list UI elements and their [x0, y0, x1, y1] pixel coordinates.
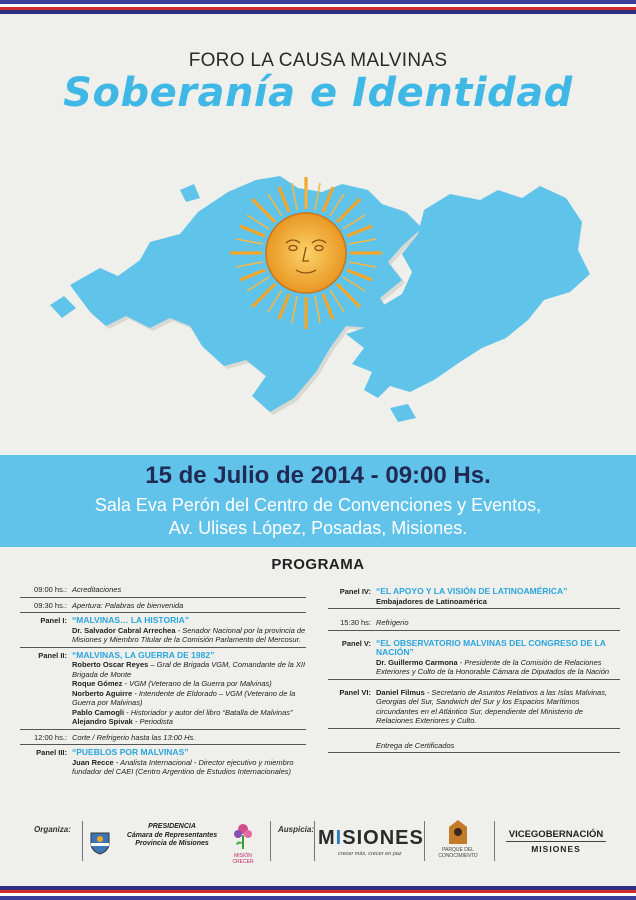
speaker-description: - Senador Nacional por la provincia de Misiones y Miembro Titular de la Comisión Parlamento del Mercosur. [72, 625, 306, 644]
panel-row [328, 584, 620, 609]
misiones-logo [318, 827, 424, 850]
panel-row [20, 745, 306, 779]
panel-title: “EL OBSERVATORIO MALVINAS DEL CONGRESO DE LA NACIÓN” [376, 637, 606, 657]
speaker-description: – Gral de Brigada VGM, Comandante de la XII Brigada de Monte [72, 660, 306, 679]
panel-label: Panel V: [341, 638, 371, 648]
program-right-column [328, 584, 620, 753]
speaker-name: Daniel Filmus [376, 687, 425, 697]
time-label: 15:30 hs: [340, 618, 371, 627]
event-venue-line1: Sala Eva Perón del Centro de Convenciones y Eventos, [94, 495, 542, 515]
panel-row [328, 631, 620, 680]
presidencia-logo [112, 823, 232, 849]
speaker-description: - Intendente de Eldorado – VGM (Veterano de la Guerra por Malvinas) [72, 688, 296, 707]
sun-of-may-icon [230, 177, 382, 329]
speaker-name: Embajadores de Latinoamérica [376, 596, 487, 606]
panel-title: “MALVINAS, LA GUERRA DE 1982” [72, 649, 215, 660]
speaker-name: Roberto Oscar Reyes [72, 660, 149, 669]
speaker-description: - VGM (Veterano de la Guerra por Malvinas) [122, 679, 272, 688]
time-label: 09:30 hs.: [34, 600, 67, 610]
divider [314, 821, 315, 861]
speaker-description: - Periodista [132, 717, 173, 726]
panel-label: Panel III: [36, 748, 67, 757]
parque-conocimiento-logo [430, 819, 486, 859]
time-label: 09:00 hs.: [34, 585, 67, 594]
schedule-row [328, 729, 620, 754]
forum-title: Soberanía e Identidad [63, 70, 573, 116]
provincia-text: Provincia de Misiones [135, 840, 209, 847]
panel-row [328, 680, 620, 729]
divider [424, 821, 425, 861]
divider [82, 821, 83, 861]
speaker-name: Pablo Camogli [72, 707, 125, 717]
speaker-description: - Presidente de la Comisión de Relaciones Exteriores y Culto de la Honorable Cámara de Diputados de la Nación [376, 657, 610, 676]
panel-row [20, 613, 306, 648]
activity-text: Refrigerio [376, 618, 409, 627]
schedule-row [20, 730, 306, 746]
vice-subtitle: MISIONES [531, 844, 581, 854]
misiones-tagline: crecer más, crecer en paz [338, 851, 402, 857]
panel-row [20, 648, 306, 730]
program-left-column [20, 582, 306, 779]
presidencia-text: PRESIDENCIA [148, 823, 196, 830]
misiones-letter: M [318, 827, 336, 849]
organiza-label: Organiza: [34, 825, 71, 834]
vice-title: VICEGOBERNACIÓN [506, 829, 606, 842]
activity-text: Acreditaciones [72, 585, 122, 594]
speaker-description: - Analista Internacional - Director ejecutivo y miembro fundador del CAEI (Centro Argentino de Estudios Internacionales) [72, 757, 294, 776]
camara-text: Cámara de Representantes [126, 831, 218, 839]
activity-text: Corte / Refrigerio hasta las 13:00 Hs. [72, 732, 196, 742]
event-venue-line2: Av. Ulises López, Posadas, Misiones. [168, 518, 468, 538]
schedule-row [20, 582, 306, 598]
panel-title: “PUEBLOS POR MALVINAS” [72, 747, 189, 757]
speaker-description: - Historiador y autor del libro “Batalla de Malvinas” [124, 707, 293, 717]
event-date: 15 de Julio de 2014 - 09:00 Hs. [145, 462, 491, 489]
speaker-name: Norberto Aguirre [72, 688, 133, 698]
panel-label: Panel IV: [339, 587, 371, 596]
divider [270, 821, 271, 861]
panel-title: “EL APOYO Y LA VISIÓN DE LATINOAMÉRICA” [376, 586, 568, 596]
flower-icon [232, 821, 254, 851]
misiones-letter: I [335, 827, 343, 849]
flag-stripe-bottom [0, 886, 636, 900]
parque-text: PARQUE DEL CONOCIMIENTO [438, 847, 478, 859]
panel-label: Panel I: [40, 616, 67, 625]
flag-stripe-top [0, 0, 636, 14]
forum-pretitle: FORO LA CAUSA MALVINAS [188, 50, 448, 71]
footer-logos [0, 815, 636, 875]
parque-icon [448, 819, 468, 845]
west-falkland-shape [50, 176, 422, 412]
malvinas-map-illustration [30, 150, 600, 450]
speaker-name: Dr. Salvador Cabral Arrechea [72, 625, 176, 635]
speaker-name: Roque Gómez [72, 679, 123, 688]
divider [494, 821, 495, 861]
speaker-name: Alejandro Spivak [72, 717, 133, 726]
panel-title: “MALVINAS… LA HISTORIA” [72, 615, 189, 625]
auspicia-label: Auspicia: [278, 825, 315, 834]
panel-label: Panel VI: [339, 687, 371, 697]
event-info-band [0, 455, 636, 547]
activity-text: Apertura: Palabras de bienvenida [72, 600, 184, 610]
speaker-name: Dr. Guillermo Carmona [376, 657, 458, 667]
mision-crecer-logo [228, 821, 258, 867]
programa-heading: PROGRAMA [271, 556, 365, 573]
activity-text: Entrega de Certificados [376, 740, 455, 750]
schedule-row [20, 598, 306, 614]
provincial-crest-icon [89, 829, 111, 855]
speaker-name: Juan Recce [72, 757, 114, 767]
panel-label: Panel II: [38, 650, 67, 660]
schedule-row [328, 609, 620, 631]
crecer-text: MISIÓN CRECER [232, 853, 254, 865]
speaker-description: - Secretario de Asuntos Relativos a las Islas Malvinas, Georgias del Sur, Sandwich del Sur y los Espacios Marítimos circundantes en el Atlántico Sur, dependiente del Ministerio de Relaciones Exteriores y Culto. [376, 687, 608, 725]
misiones-letters: SIONES [342, 827, 424, 849]
vicegobernacion-logo [506, 829, 606, 854]
time-label: 12:00 hs.: [34, 732, 67, 742]
